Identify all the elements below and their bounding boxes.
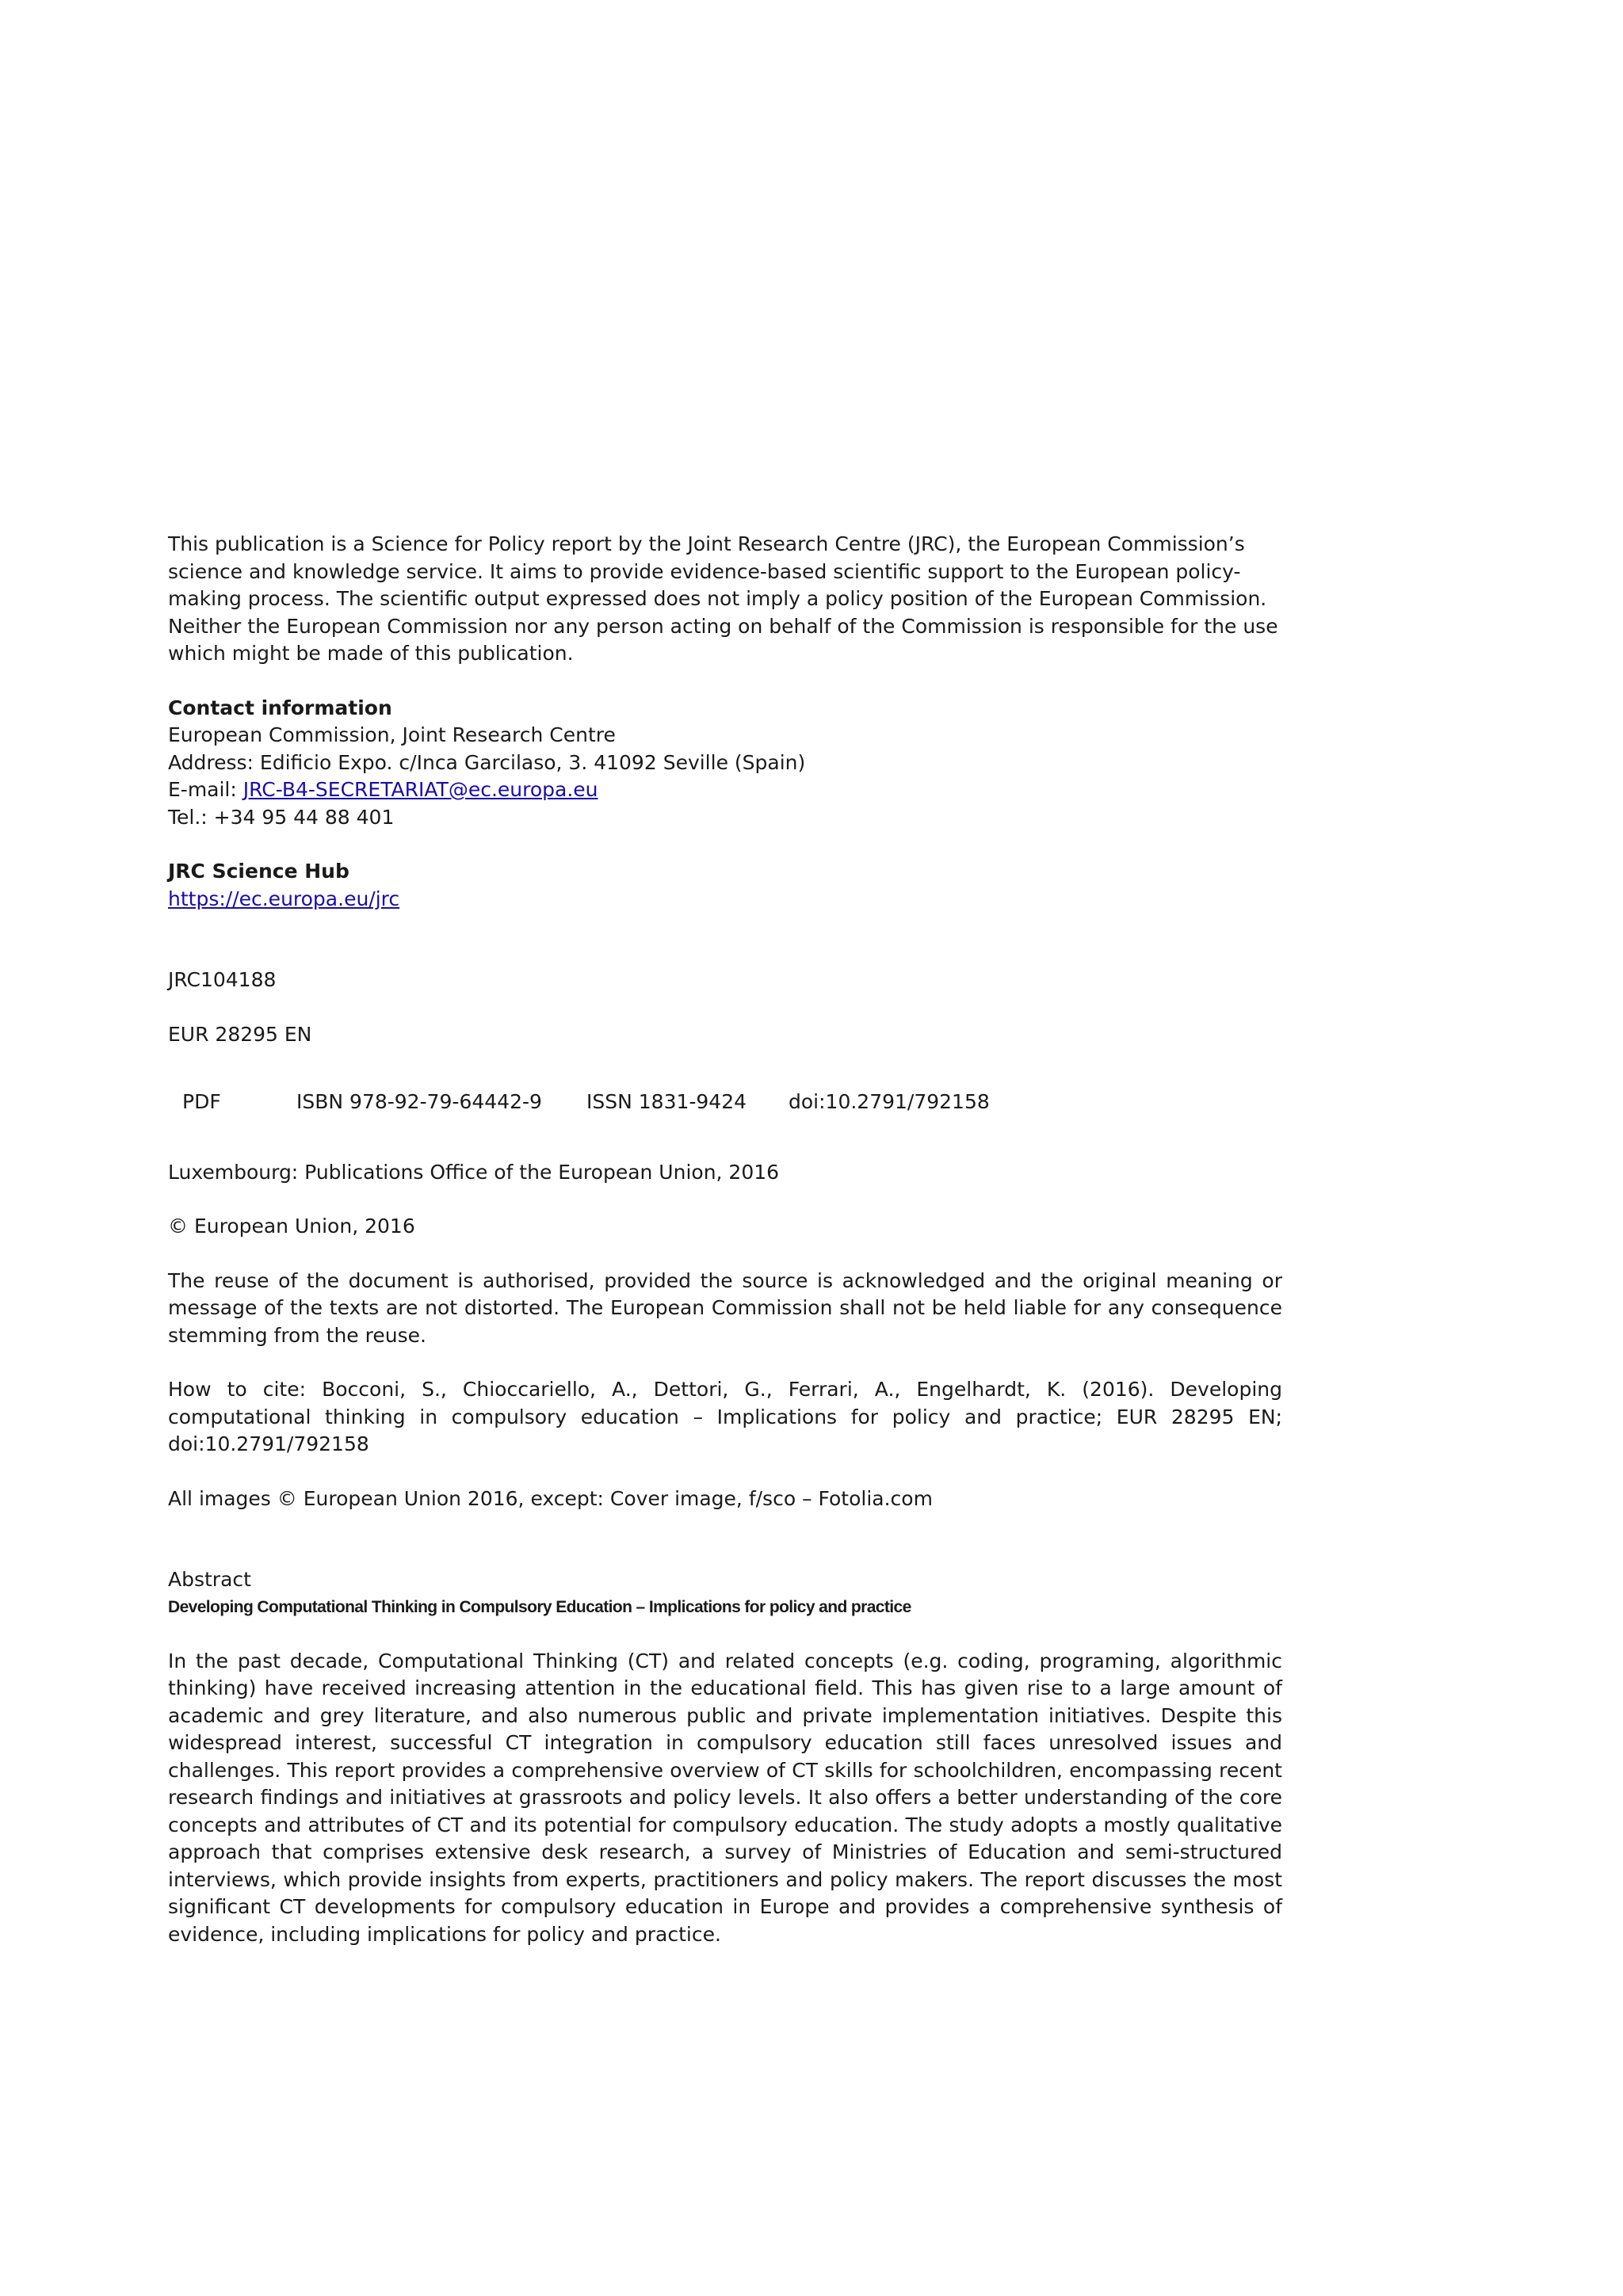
abstract-body: In the past decade, Computational Thinking (CT) and related concepts (e.g. coding, programing, algorithmic thinking) have received increasing attention in the educational field. This has given rise to a large amount of academic and grey literature, and also numerous public and private implementation initiatives. Despite this widespread interest, successful CT integration in compulsory education still faces unresolved issues and challenges. This report provides a comprehensive overview of CT skills for schoolchildren, encompassing recent research findings and initiatives at grassroots and policy levels. It also offers a better understanding of the core concepts and attributes of CT and its potential for compulsory education. The study adopts a mostly qualitative approach that comprises extensive desk research, a survey of Ministries of Education and semi-structured interviews, which provide insights from experts, practitioners and policy makers. The report discusses the most significant CT developments for compulsory education in Europe and provides a comprehensive synthesis of evidence, including implications for policy and practice. — [168, 1649, 1282, 1946]
spacer — [168, 668, 1282, 695]
disclaimer-paragraph: This publication is a Science for Policy report by the Joint Research Centre (JRC), the European Commission’s science and knowledge service. It aims to provide evidence-based scientific support to the European policy-making process. The scientific output expressed does not imply a policy position of the European Commission. Neither the European Commission nor any person acting on behalf of the Commission is responsible for the use which might be made of this publication. — [168, 532, 1278, 665]
science-hub-link[interactable]: https://ec.europa.eu/jrc — [168, 887, 400, 910]
science-hub-heading: JRC Science Hub — [168, 860, 349, 883]
jrc-number: JRC104188 — [168, 968, 277, 991]
eur-number: EUR 28295 EN — [168, 1022, 312, 1046]
format-label: PDF — [182, 1090, 221, 1113]
science-hub-url-line — [168, 886, 1282, 913]
spacer — [168, 1048, 1282, 1089]
spacer — [168, 994, 1282, 1021]
contact-tel: Tel.: +34 95 44 88 401 — [168, 805, 395, 829]
citation-paragraph: How to cite: Bocconi, S., Chioccariello, A., Dettori, G., Ferrari, A., Engelhardt, K. (2016). Developing computational thinking in compulsory education – Implications for policy and practice; EUR 28295 EN; doi:10.2791/792158 — [168, 1378, 1282, 1455]
copyright-line: © European Union, 2016 — [168, 1215, 415, 1238]
email-label: E-mail: — [168, 778, 243, 801]
contact-heading: Contact information — [168, 696, 392, 719]
spacer — [168, 1621, 1282, 1648]
abstract-subtitle: Developing Computational Thinking in Compulsory Education – Implications for policy and practice — [168, 1597, 911, 1616]
spacer — [168, 1349, 1282, 1376]
spacer — [168, 831, 1282, 858]
spacer — [168, 1241, 1282, 1268]
spacer — [168, 1512, 1282, 1566]
reuse-paragraph: The reuse of the document is authorised, provided the source is acknowledged and the original meaning or message of the texts are not distorted. The European Commission shall not be held liable for any consequence stemming from the reuse. — [168, 1268, 1282, 1347]
doi: doi:10.2791/792158 — [789, 1090, 990, 1113]
isbn: ISBN 978-92-79-64442-9 — [296, 1090, 542, 1113]
images-credit-line: All images © European Union 2016, except: Cover image, f/sco – Fotolia.com — [168, 1486, 933, 1510]
contact-organization: European Commission, Joint Research Centre — [168, 723, 616, 746]
issn: ISSN 1831-9424 — [586, 1090, 747, 1113]
identifier-row — [168, 1089, 1282, 1116]
contact-email-line — [168, 776, 1282, 804]
publisher-line: Luxembourg: Publications Office of the European Union, 2016 — [168, 1160, 780, 1184]
spacer — [168, 1116, 1282, 1159]
contact-address: Address: Edificio Expo. c/Inca Garcilaso, 3. 41092 Seville (Spain) — [168, 750, 806, 774]
document-page — [168, 531, 1282, 1948]
email-link[interactable]: JRC-B4-SECRETARIAT@ec.europa.eu — [242, 778, 598, 801]
spacer — [168, 1186, 1282, 1213]
abstract-heading: Abstract — [168, 1568, 251, 1591]
spacer — [168, 1459, 1282, 1486]
spacer — [168, 913, 1282, 967]
